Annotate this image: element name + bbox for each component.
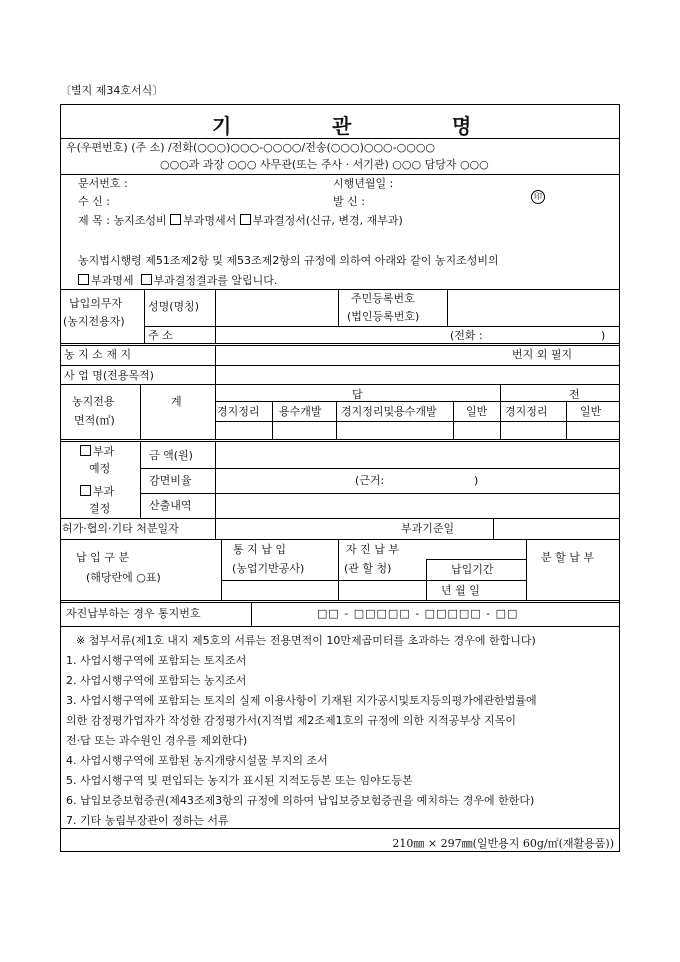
divider [60, 626, 620, 627]
subject-label: 제 목 : [78, 214, 110, 227]
reduction-label: 감면비율 [149, 474, 192, 487]
charge-type-1 [80, 445, 114, 457]
doc-number-label: 문서번호 : [78, 177, 128, 190]
area-label: 농지전용 [72, 395, 115, 408]
phone-close: ) [601, 329, 606, 342]
divider [140, 468, 620, 469]
double-divider [60, 343, 620, 346]
area-col-4: 일반 [466, 405, 488, 418]
notice-line-1: 농지법시행령 제51조제2항 및 제53조제2항의 규정에 의하여 아래와 같이 농지조성비의 [78, 254, 499, 267]
seal-mark: 印 [531, 190, 545, 204]
base-date-label: 부과기준일 [401, 522, 455, 535]
divider [493, 518, 494, 539]
basis-label: (근거: [355, 474, 385, 487]
agency-title [60, 106, 620, 138]
attachment-item: 전·답 또는 과수원인 경우를 제외한다) [66, 734, 248, 747]
notice-option-2: 부과결정결과를 알립니다. [153, 274, 278, 287]
area-unit-label: 면적(㎡) [74, 414, 115, 427]
contact-line: 우(우편번호) (주 소) /전화(○○○)○○○-○○○○/전송(○○○)○○○-○○○○ [66, 141, 436, 154]
attachment-item: 4. 사업시행구역에 포함된 농지개량시설물 부지의 조서 [66, 754, 328, 767]
divider [426, 559, 526, 560]
sender-label: 발 신 : [333, 195, 365, 208]
divider [144, 326, 620, 327]
address-label: 주 소 [148, 329, 173, 342]
self-payment-label: 자 진 납 부 [346, 543, 399, 556]
subject-option-1: 부과명세서 [183, 214, 237, 227]
charge-type-2-label: 부과 [93, 485, 115, 498]
notice-payment-label: 통 지 납 입 [233, 543, 286, 556]
recipient-label: 수 신 : [78, 195, 110, 208]
divider [221, 539, 222, 601]
name-label: 성명(명칭) [148, 300, 200, 313]
divider [215, 421, 620, 422]
divider [144, 289, 145, 344]
amount-label: 금 액(원) [149, 449, 193, 462]
divider [526, 539, 527, 601]
divider [215, 289, 216, 344]
payer-label: 납입의무자 [69, 297, 123, 310]
location-label: 농 지 소 재 지 [64, 348, 132, 361]
installment-label: 분 할 납 부 [541, 551, 594, 564]
divider [60, 518, 620, 519]
self-payment-sublabel: (관 할 청) [344, 562, 392, 575]
attachment-item: 의한 감정평가업자가 작성한 감정평가서(지적법 제2조제1호의 규정에 의한 지적공부상 지목이 [66, 714, 517, 727]
field-label: 전 [569, 388, 580, 401]
divider [221, 580, 526, 581]
divider [60, 365, 620, 366]
paddy-label: 답 [352, 388, 363, 401]
area-col-2: 용수개발 [279, 405, 322, 418]
divider [215, 441, 216, 518]
divider [60, 138, 620, 139]
attachment-item: 3. 사업시행구역에 포함되는 토지의 실제 이용사항이 기재된 지가공시및토지등의평가에관한법률에 [66, 694, 537, 707]
divider [566, 401, 567, 440]
area-col-3: 경지정리및용수개발 [341, 405, 437, 418]
notice-checkbox-1[interactable] [78, 274, 89, 285]
permit-date-label: 허가·협의·기타 처분일자 [62, 522, 179, 535]
charge-type-2 [80, 485, 114, 497]
divider [60, 539, 620, 540]
charge-checkbox-2[interactable] [80, 485, 91, 496]
title-char-1: 기 [212, 114, 232, 138]
payment-type-hint: (해당란에 ○표) [86, 571, 161, 584]
divider [215, 518, 216, 539]
charge-type-2b: 결정 [89, 502, 111, 515]
attachment-item: 7. 기타 농림부장관이 정하는 서류 [66, 814, 229, 827]
paper-size-note: 210㎜ × 297㎜(일반용지 60g/㎡(재활용품)) [392, 837, 614, 850]
area-col-5: 경지정리 [505, 405, 548, 418]
calc-label: 산출내역 [149, 499, 192, 512]
reg-number-label: 주민등록번호 [351, 292, 415, 305]
subject-checkbox-2[interactable] [240, 214, 251, 225]
area-col-1: 경지정리 [217, 405, 260, 418]
corp-reg-label: (법인등록번호) [347, 310, 420, 323]
title-char-3: 명 [452, 114, 472, 138]
notice-checkbox-2[interactable] [141, 274, 152, 285]
divider [140, 384, 141, 440]
double-divider [60, 600, 620, 603]
divider [447, 289, 448, 326]
period-label: 납입기간 [451, 563, 494, 576]
payer-sublabel: (농지전용자) [63, 315, 125, 328]
divider [140, 441, 141, 518]
divider [215, 401, 620, 402]
attachment-item: 5. 사업시행구역 및 편입되는 농지가 표시된 지적도등본 또는 임야도등본 [66, 774, 413, 787]
attachment-item: 2. 사업시행구역에 포함되는 농지조서 [66, 674, 247, 687]
area-total-label: 계 [171, 395, 182, 408]
office-line: ○○○과 과장 ○○○ 사무관(또는 주사 · 서기관) ○○○ 담당자 ○○○ [160, 158, 489, 171]
subject-checkbox-1[interactable] [170, 214, 181, 225]
phone-label: (전화 : [450, 329, 483, 342]
payment-type-label: 납 입 구 분 [76, 551, 129, 564]
divider [338, 289, 339, 326]
notice-option-1: 부과명세 [91, 274, 134, 287]
double-divider [60, 439, 620, 442]
divider [60, 828, 620, 829]
divider [140, 493, 620, 494]
subject-text: 농지조성비 [113, 214, 167, 227]
period-date: 년 월 일 [441, 584, 480, 597]
notice-line-2 [78, 274, 277, 286]
notice-number-value: □□ - □□□□□ - □□□□□ - □□ [317, 607, 519, 620]
form-reference: 〔별지 제34호서식〕 [60, 84, 164, 97]
date-label: 시행년월일 : [333, 177, 394, 190]
charge-checkbox-1[interactable] [80, 445, 91, 456]
divider [215, 384, 216, 440]
divider [338, 539, 339, 601]
area-col-6: 일반 [580, 405, 602, 418]
divider [500, 384, 501, 440]
notice-number-label: 자진납부하는 경우 통지번호 [66, 607, 201, 620]
parcels-label: 번지 외 필지 [512, 348, 573, 361]
charge-type-1-label: 부과 [93, 445, 115, 458]
attachments-header: ※ 첨부서류(제1호 내지 제5호의 서류는 전용면적이 10만제곱미터를 초과하는 경우에 한합니다) [76, 634, 536, 647]
divider [453, 401, 454, 440]
project-label: 사 업 명(전용목적) [64, 369, 154, 382]
subject-option-2: 부과결정서(신규, 변경, 재부과) [252, 214, 403, 227]
attachment-item: 1. 사업시행구역에 포함되는 토지조서 [66, 654, 247, 667]
subject-row [78, 214, 403, 226]
divider [60, 174, 620, 175]
title-char-2: 관 [332, 114, 352, 138]
divider [251, 602, 252, 626]
basis-close: ) [474, 474, 479, 487]
notice-payment-sublabel: (농업기반공사) [232, 562, 305, 575]
attachment-item: 6. 납입보증보험증권(제43조제3항의 규정에 의하여 납입보증보험증권을 예치하는 경우에 한한다) [66, 794, 535, 807]
charge-type-1b: 예정 [89, 462, 111, 475]
divider [272, 401, 273, 440]
divider [60, 384, 620, 385]
divider [336, 401, 337, 440]
